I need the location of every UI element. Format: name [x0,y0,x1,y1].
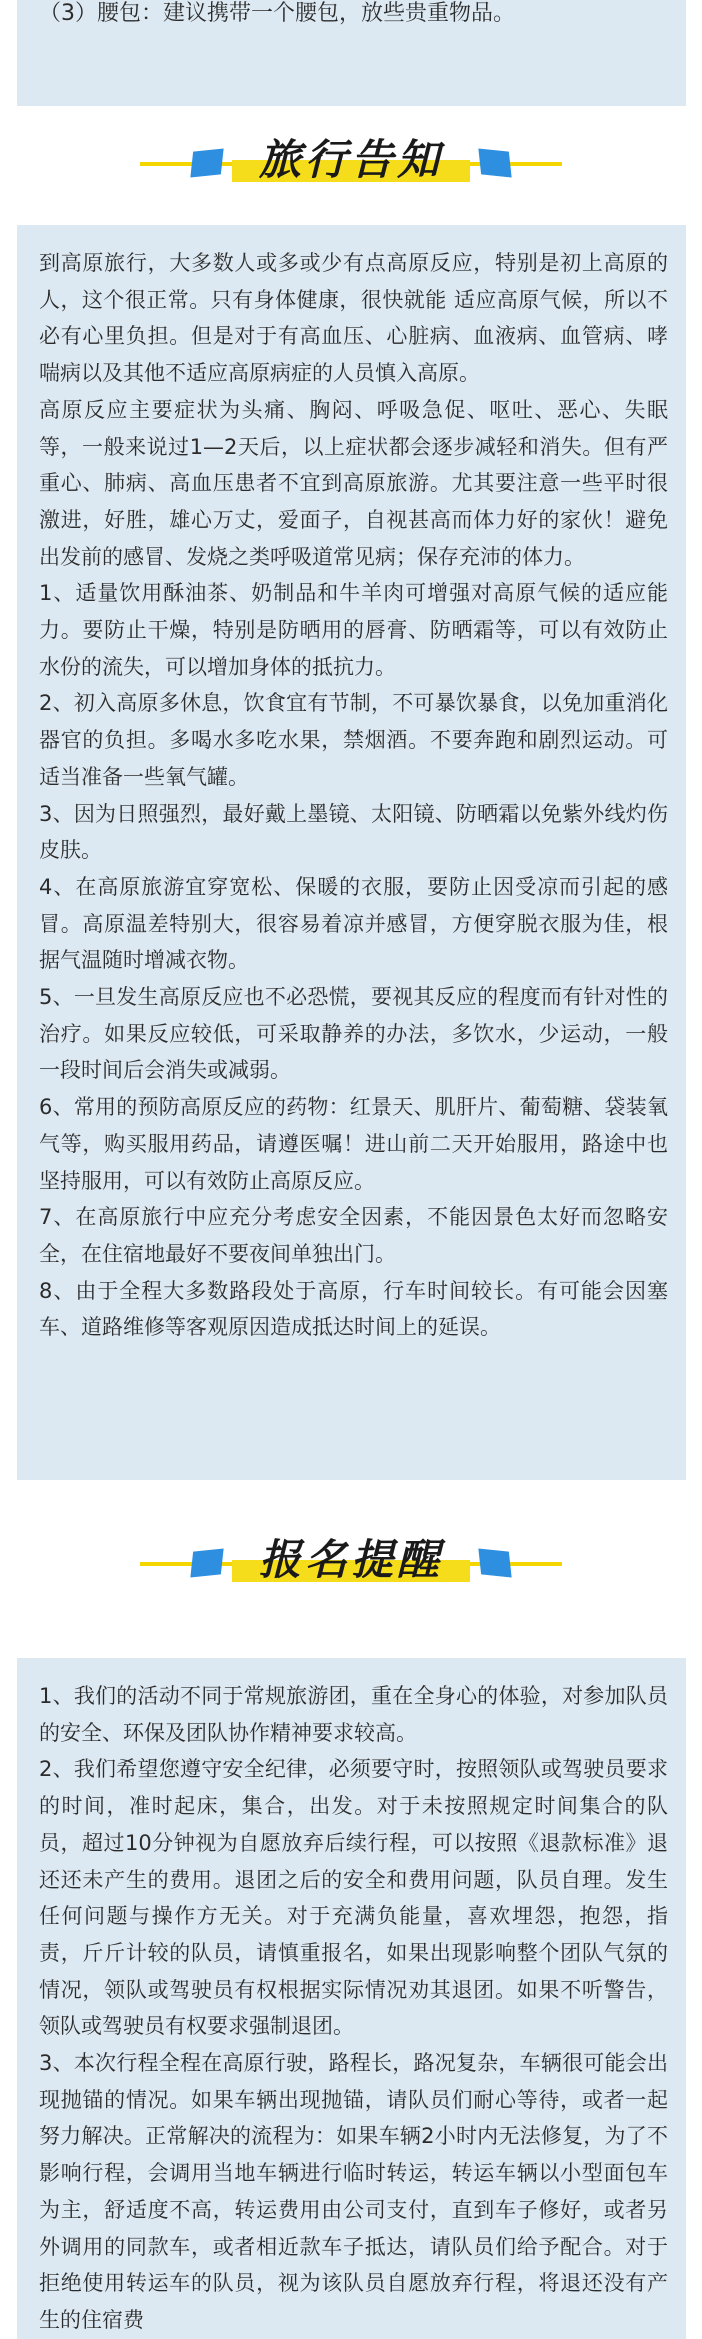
section-banner-signup-reminder [0,1518,702,1608]
paragraph: 2、我们希望您遵守安全纪律，必须要守时，按照领队或驾驶员要求的时间，准时起床，集合，出发。对于未按照规定时间集合的队员，超过10分钟视为自愿放弃后续行程，可以按照《退款标准》退还还未产生的费用。退团之后的安全和费用问题，队员自理。发生任何问题与操作方无关。对于充满负能量，喜欢埋怨，抱怨，指责，斤斤计较的队员，请慎重报名，如果出现影响整个团队气氛的情况，领队或驾驶员有权根据实际情况劝其退团。如果不听警告，领队或驾驶员有权要求强制退团。 [39,1757,668,2039]
paragraph: 高原反应主要症状为头痛、胸闷、呼吸急促、呕吐、恶心、失眠等，一般来说过1—2天后，以上症状都会逐步减轻和消失。但有严重心、肺病、高血压患者不宜到高原旅游。尤其要注意一些平时很激进，好胜，雄心万丈，爱面子，自视甚高而体力好的家伙！避免出发前的感冒、发烧之类呼吸道常见病；保存充沛的体力。 [39,397,668,569]
signup-reminder-panel [17,1658,686,2339]
paragraph: 到高原旅行，大多数人或多或少有点高原反应，特别是初上高原的人，这个很正常。只有身体健康，很快就能 适应高原气候，所以不必有心里负担。但是对于有高血压、心脏病、血液病、血管病、哮喘病以及其他不适应高原病症的人员慎入高原。 [39,251,668,386]
top-note-text: （3）腰包：建议携带一个腰包，放些贵重物品。 [39,1,515,26]
travel-notice-body [17,225,686,1346]
paragraph: 3、因为日照强烈，最好戴上墨镜、太阳镜、防晒霜以免紫外线灼伤皮肤。 [39,801,668,863]
paragraph: 1、我们的活动不同于常规旅游团，重在全身心的体验，对参加队员的安全、环保及团队协作精神要求较高。 [39,1684,668,1745]
paragraph: 8、由于全程大多数路段处于高原，行车时间较长。有可能会因塞车、道路维修等客观原因造成抵达时间上的延误。 [39,1278,668,1340]
paragraph: 7、在高原旅行中应充分考虑安全因素，不能因景色太好而忽略安全，在住宿地最好不要夜间单独出门。 [39,1205,668,1266]
paragraph: 2、初入高原多休息，饮食宜有节制，不可暴饮暴食，以免加重消化器官的负担。多喝水多吃水果，禁烟酒。不要奔跑和剧烈运动。可适当准备一些氧气罐。 [39,691,668,789]
section-banner-travel-notice [0,118,702,208]
paragraph: 3、本次行程全程在高原行驶，路程长，路况复杂，车辆很可能会出现抛锚的情况。如果车辆出现抛锚，请队员们耐心等待，或者一起努力解决。正常解决的流程为：如果车辆2小时内无法修复，为了不影响行程，会调用当地车辆进行临时转运，转运车辆以小型面包车为主，舒适度不高，转运费用由公司支付，直到车子修好，或者另外调用的同款车，或者相近款车子抵达，请队员们给予配合。对于拒绝使用转运车的队员，视为该队员自愿放弃行程，将退还没有产生的住宿费 [39,2051,668,2332]
section-title-travel-notice: 旅行告知 [258,135,443,184]
banner-blue-block-left [190,149,223,178]
section-title-signup-reminder: 报名提醒 [258,1535,443,1584]
banner-blue-block-right [478,149,511,178]
signup-reminder-body [17,1658,686,2339]
paragraph: 4、在高原旅游宜穿宽松、保暖的衣服，要防止因受凉而引起的感冒。高原温差特别大，很容易着凉并感冒，方便穿脱衣服为佳，根据气温随时增减衣物。 [39,874,668,973]
banner-blue-block-right [478,1549,511,1578]
travel-notice-panel [17,225,686,1480]
paragraph: 5、一旦发生高原反应也不必恐慌，要视其反应的程度而有针对性的治疗。如果反应较低，可采取静养的办法，多饮水，少运动，一般一段时间后会消失或减弱。 [39,985,668,1083]
paragraph: 1、适量饮用酥油茶、奶制品和牛羊肉可增强对高原气候的适应能力。要防止干燥，特别是防晒用的唇膏、防晒霜等，可以有效防止水份的流失，可以增加身体的抵抗力。 [39,581,668,679]
top-note-panel [17,0,686,106]
paragraph: 6、常用的预防高原反应的药物：红景天、肌肝片、葡萄糖、袋装氧气等，购买服用药品，请遵医嘱！进山前二天开始服用，路途中也坚持服用，可以有效防止高原反应。 [39,1095,668,1193]
banner-blue-block-left [190,1549,223,1578]
